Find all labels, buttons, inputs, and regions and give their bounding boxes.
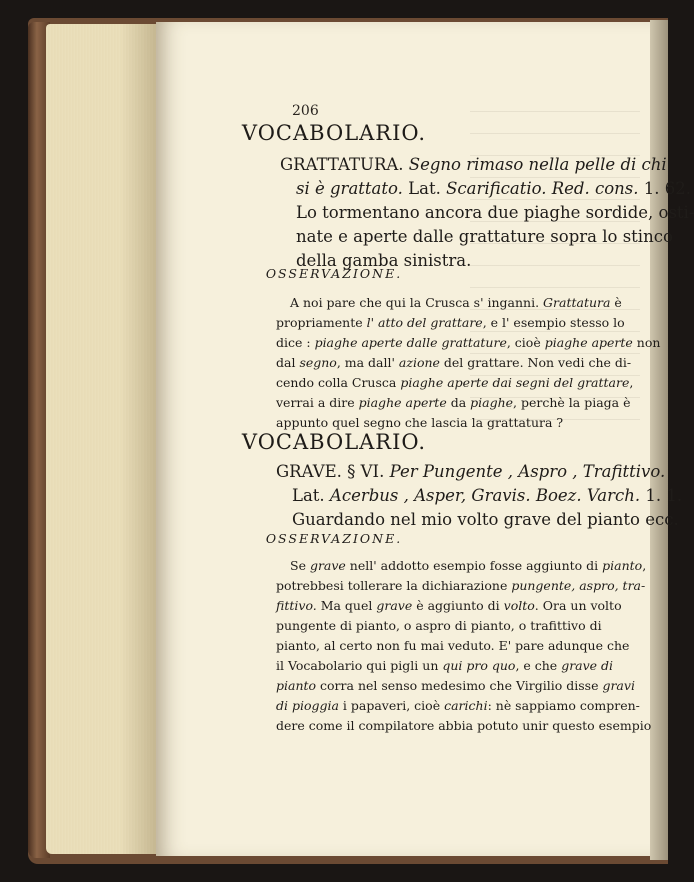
text-run: non [632, 335, 661, 350]
text-run: , cioè [506, 335, 545, 350]
observation-line [276, 698, 640, 713]
page-number: 206 [292, 103, 319, 119]
italic-text: si è grattato. [296, 179, 403, 198]
italic-text: volto [503, 598, 535, 613]
observation-line [276, 618, 602, 633]
text-run: Guardando nel mio volto grave del pianto ecc. [292, 510, 679, 529]
text-run: , ma dall' [336, 355, 399, 370]
italic-text: Scarificatio. Red. cons. [446, 179, 639, 198]
italic-text: Segno rimaso nella pelle di chi [408, 155, 667, 174]
observation-line [276, 395, 631, 410]
section1-observation-title: OSSERVAZIONE. [265, 266, 403, 281]
italic-text: fittivo. [276, 598, 317, 613]
italic-text: Acerbus , Asper, Gravis. Boez. Varch. [329, 486, 641, 505]
italic-text: piaghe aperte [358, 395, 447, 410]
observation-line [276, 375, 633, 390]
text-run: GRAVE. § VI. [276, 462, 390, 481]
section2-heading: VOCABOLARIO. [241, 430, 427, 454]
text-run: 1. 1. [640, 486, 683, 505]
italic-text: piaghe aperte [544, 335, 633, 350]
text-run: corra nel senso medesimo che Virgilio disse [316, 678, 603, 693]
text-run: pungente di pianto, o aspro di pianto, o trafittivo di [276, 618, 602, 633]
text-run: dice : [276, 335, 315, 350]
text-run: Lo tormentano ancora due piaghe sordide, osti- [296, 203, 694, 222]
text-run: : nè sappiamo compren- [487, 698, 640, 713]
text-run: GRATTATURA. [280, 155, 409, 174]
italic-text: piaghe aperte dalle grattature [314, 335, 507, 350]
text-run: , [642, 558, 647, 573]
text-run: Ma quel [316, 598, 377, 613]
text-run: Se [290, 558, 310, 573]
text-run: i papaveri, cioè [338, 698, 445, 713]
text-run: appunto quel segno che lascia la grattatura ? [276, 415, 564, 430]
italic-text: pianto [276, 678, 317, 693]
text-run: il Vocabolario qui pigli un [276, 658, 443, 673]
observation-line [276, 335, 660, 350]
text-run: dal [276, 355, 300, 370]
text-run: nate e aperte dalle grattature sopra lo stinco [296, 227, 673, 246]
text-run: propriamente [276, 315, 367, 330]
text-run: , perchè la piaga è [513, 395, 631, 410]
italic-text: azione [398, 355, 440, 370]
observation-line [276, 718, 651, 733]
italic-text: Grattatura [543, 295, 611, 310]
observation-line [276, 658, 613, 673]
italic-text: l' atto del grattare [366, 315, 483, 330]
text-run: , [629, 375, 634, 390]
text-run: da [446, 395, 471, 410]
text-run: A noi pare che qui la Crusca s' inganni. [290, 295, 544, 310]
text-run: , e che [515, 658, 562, 673]
italic-text: grave [309, 558, 346, 573]
entry-line [296, 203, 694, 222]
text-run: . Ora un volto [534, 598, 622, 613]
observation-line [276, 315, 625, 330]
text-run: 1. 62. [638, 179, 691, 198]
entry-line [296, 179, 691, 198]
observation-line [290, 558, 646, 573]
text-run: Lat. [292, 486, 330, 505]
observation-line [276, 678, 635, 693]
observation-line [276, 578, 645, 593]
section1-heading: VOCABOLARIO. [241, 121, 427, 145]
italic-text: grave di [561, 658, 614, 673]
text-run: potrebbesi tollerare la dichiarazione [276, 578, 512, 593]
italic-text: pungente, aspro, tra- [511, 578, 646, 593]
entry-line [296, 227, 673, 246]
observation-line [276, 415, 563, 430]
italic-text: piaghe [470, 395, 514, 410]
italic-text: grave [376, 598, 413, 613]
section2-observation-title: OSSERVAZIONE. [265, 531, 403, 546]
italic-text: segno [299, 355, 337, 370]
italic-text: qui pro quo [442, 658, 516, 673]
italic-text: pianto [602, 558, 643, 573]
observation-line [276, 598, 622, 613]
text-run: della gamba sinistra. [296, 251, 472, 270]
text-run: , e l' esempio stesso lo [482, 315, 625, 330]
entry-line [280, 155, 667, 174]
entry-line [292, 510, 679, 529]
observation-line [276, 355, 631, 370]
observation-line [290, 295, 622, 310]
observation-line [276, 638, 629, 653]
text-run: è [610, 295, 622, 310]
text-run: dere come il compilatore abbia potuto unir questo esempio [276, 718, 652, 733]
text-run: del grattare. Non vedi che di- [439, 355, 632, 370]
italic-text: di pioggia [276, 698, 339, 713]
text-run: cendo colla Crusca [276, 375, 401, 390]
italic-text: Per Pungente , Aspro , Trafittivo. [389, 462, 666, 481]
italic-text: gravi [602, 678, 635, 693]
text-run: Lat. [402, 179, 447, 198]
text-run: pianto, al certo non fu mai veduto. E' pare adunque che [276, 638, 630, 653]
text-run: è aggiunto di [412, 598, 504, 613]
entry-line [276, 462, 665, 481]
entry-line [292, 486, 682, 505]
text-run: nell' addotto esempio fosse aggiunto di [345, 558, 603, 573]
text-run: verrai a dire [276, 395, 359, 410]
italic-text: carichi [444, 698, 488, 713]
italic-text: piaghe aperte dai segni del grattare [400, 375, 630, 390]
